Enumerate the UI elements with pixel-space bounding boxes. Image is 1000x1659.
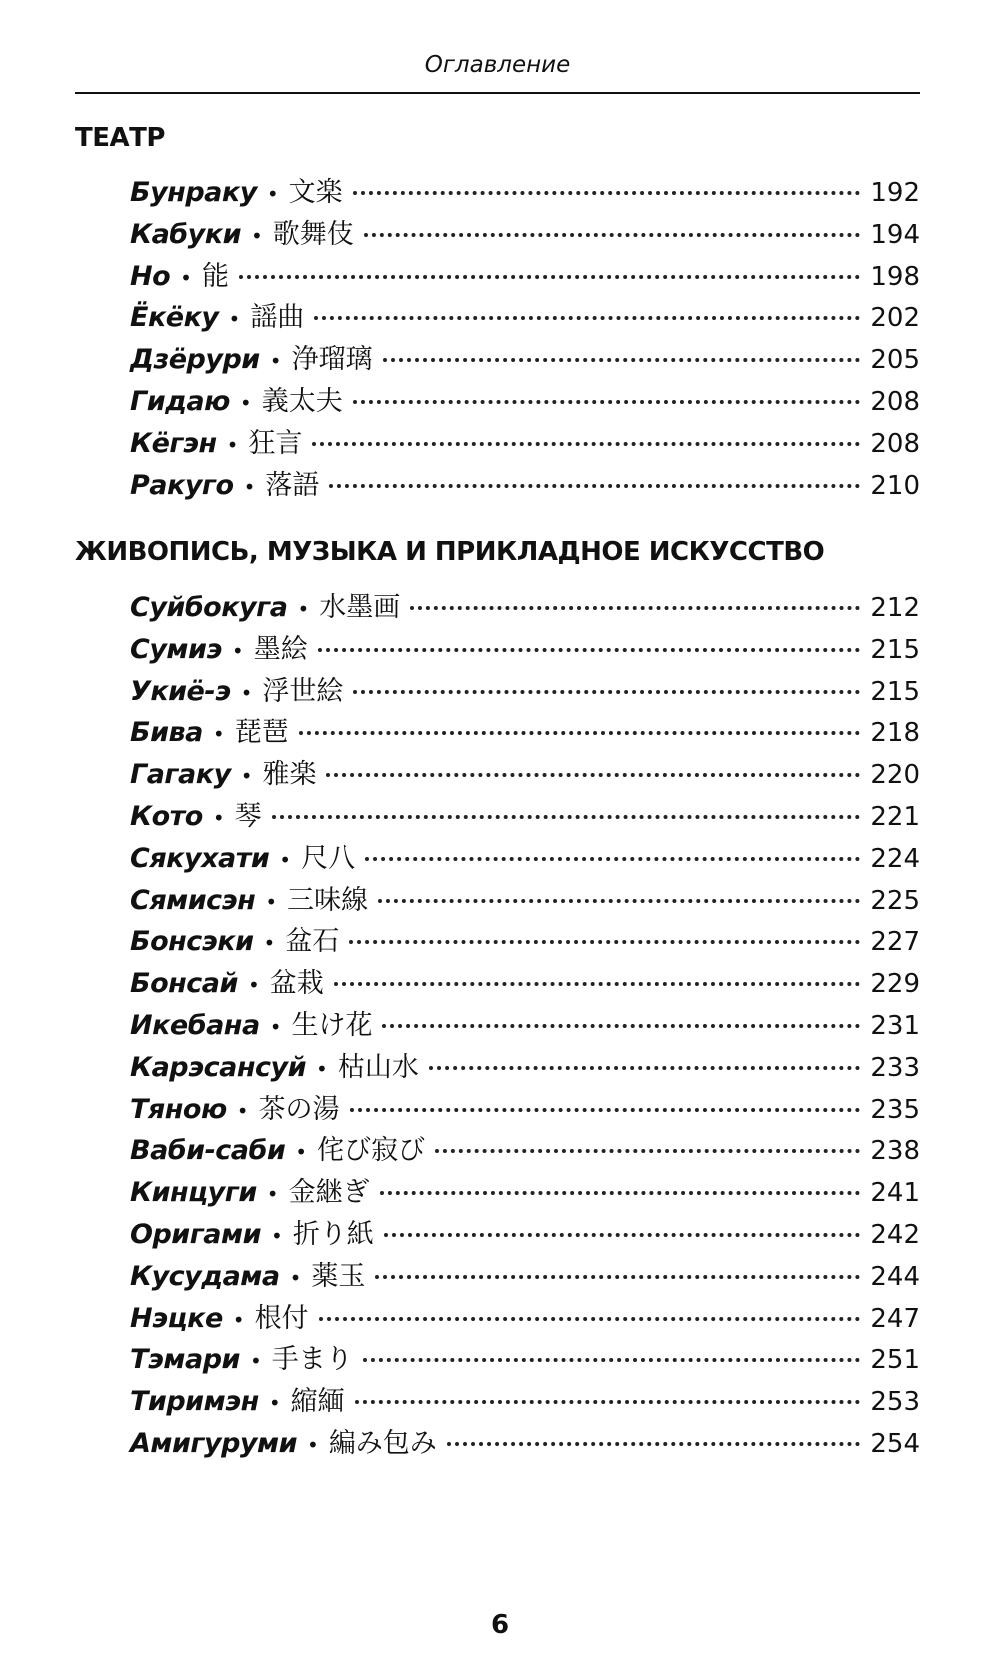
toc-entry-page: 225 [870, 885, 920, 916]
dot-leader [364, 233, 861, 237]
bullet-separator: • [316, 1056, 328, 1081]
toc-entry-kanji: 薬玉 [311, 1260, 366, 1292]
toc-entry-kanji: 浄瑠璃 [291, 344, 373, 376]
toc-entry [130, 585, 920, 627]
bullet-separator: • [247, 973, 260, 998]
dot-leader [380, 1191, 861, 1195]
toc-entry [130, 878, 920, 920]
dot-leader [312, 442, 860, 446]
toc-entry-page: 198 [870, 261, 920, 292]
dot-leader [382, 1024, 860, 1028]
bullet-separator: • [297, 597, 310, 621]
toc-entry [130, 1045, 920, 1087]
toc-entry [130, 961, 920, 1003]
toc-entry [130, 836, 920, 878]
toc-entry-title: Бива [130, 717, 203, 749]
toc-entry-page: 215 [870, 676, 920, 707]
toc-entry-kanji: 金継ぎ [288, 1177, 370, 1209]
toc-entry-title: Суйбокуга [130, 592, 288, 623]
toc-entry-kanji: 落語 [265, 469, 320, 501]
header-rule [75, 92, 920, 94]
toc-entry-page: 231 [870, 1010, 920, 1041]
dot-leader [329, 484, 860, 488]
toc-entry-kanji: 三味線 [287, 884, 369, 916]
toc-entry [130, 710, 920, 752]
toc-entry [130, 1379, 920, 1421]
toc-entry-page: 253 [870, 1387, 920, 1418]
dot-leader [383, 358, 861, 362]
toc-entry-page: 218 [870, 718, 920, 749]
toc-entry-kanji: 墨絵 [253, 633, 308, 665]
bullet-separator: • [236, 1098, 249, 1123]
toc-entry-title: Нэцке [130, 1302, 223, 1334]
toc-entry [130, 1296, 920, 1338]
toc-entry-kanji: 編み包み [328, 1427, 437, 1459]
toc-entry-page: 229 [870, 969, 920, 1000]
toc-entry-kanji: 盆栽 [269, 968, 324, 1000]
toc-entry-kanji: 謡曲 [250, 302, 305, 334]
bullet-separator: • [231, 638, 244, 663]
toc-entry-title: Кото [130, 800, 203, 832]
toc-entry-page: 238 [870, 1136, 920, 1167]
dot-leader [239, 275, 860, 279]
toc-entry-kanji: 手まり [271, 1344, 353, 1376]
bullet-separator: • [269, 1014, 282, 1039]
toc-entry-title: Дзёрури [130, 344, 260, 376]
toc-entry-kanji: 枯山水 [337, 1051, 419, 1083]
toc-entry-title: Но [130, 260, 171, 292]
toc-entry-page: 227 [870, 927, 920, 958]
toc-entry [130, 1128, 920, 1170]
dot-leader [319, 1317, 861, 1321]
dot-leader [363, 1358, 861, 1362]
section-title-arts: ЖИВОПИСЬ, МУЗЫКА И ПРИКЛАДНОЕ ИСКУССТВО [75, 537, 825, 567]
running-title: Оглавление [424, 52, 571, 78]
toc-entry [130, 1003, 920, 1045]
toc-entry-page: 247 [870, 1303, 920, 1334]
toc-entry [130, 463, 920, 505]
toc-entry [130, 212, 920, 254]
toc-entry [130, 627, 920, 669]
toc-entry-title: Кинцуги [130, 1177, 257, 1209]
toc-entry-page: 215 [870, 634, 920, 665]
toc-entry-kanji: 能 [201, 260, 229, 292]
toc-entry-title: Сямисэн [130, 884, 256, 916]
toc-entry-page: 208 [870, 386, 920, 417]
toc-entry-kanji: 侘び寂び [317, 1135, 426, 1167]
dot-leader [350, 1108, 861, 1112]
toc-entry-page: 235 [870, 1094, 920, 1125]
toc-entry-title: Тяною [130, 1093, 227, 1125]
dot-leader [429, 1066, 861, 1070]
toc-entry-title: Сякухати [130, 842, 270, 874]
dot-leader [353, 690, 860, 694]
toc-entry-kanji: 歌舞伎 [272, 218, 354, 250]
bullet-separator: • [263, 931, 276, 956]
dot-leader [355, 1400, 861, 1404]
toc-entry [130, 337, 920, 379]
toc-entry [130, 919, 920, 961]
dot-leader [314, 316, 860, 320]
toc-entry-page: 208 [870, 428, 920, 459]
toc-entry-page: 251 [870, 1345, 920, 1376]
bullet-separator: • [307, 1432, 319, 1457]
toc-entry-kanji: 水墨画 [319, 592, 401, 623]
toc-entry-kanji: 雅楽 [262, 759, 317, 791]
toc-entry-page: 221 [870, 801, 920, 832]
toc-entry-page: 212 [870, 593, 920, 623]
bullet-separator: • [212, 805, 225, 830]
dot-leader [318, 648, 861, 652]
bullet-separator: • [240, 764, 253, 789]
toc-entry [130, 1337, 920, 1379]
dot-leader [435, 1149, 860, 1153]
bullet-separator: • [266, 182, 279, 206]
bullet-separator: • [240, 680, 253, 705]
dot-leader [384, 1233, 861, 1237]
bullet-separator: • [249, 1349, 262, 1374]
dot-leader [272, 815, 861, 819]
toc-entry-page: 241 [870, 1178, 920, 1209]
bullet-separator: • [265, 889, 278, 914]
dot-leader [378, 899, 860, 903]
bullet-separator: • [269, 349, 282, 374]
toc-entry-title: Кусудама [130, 1260, 280, 1292]
bullet-separator: • [279, 847, 292, 872]
toc-entry-page: 220 [870, 760, 920, 791]
dot-leader [410, 606, 860, 610]
toc-entry-page: 210 [870, 470, 920, 501]
toc-entry-kanji: 琵琶 [234, 717, 289, 749]
toc-entry [130, 669, 920, 711]
toc-entry-page: 233 [870, 1052, 920, 1083]
toc-entry [130, 254, 920, 296]
toc-entry-title: Гагаку [130, 759, 231, 791]
section-title-theatre: ТЕАТР [75, 123, 165, 153]
toc-entry [130, 1170, 920, 1212]
toc-entry-title: Тиримэн [130, 1386, 259, 1418]
toc-entry-page: 224 [870, 843, 920, 874]
toc-entry-page: 244 [870, 1261, 920, 1292]
dot-leader [326, 773, 860, 777]
toc-entry-page: 202 [870, 303, 920, 334]
toc-entry-kanji: 生け花 [291, 1009, 373, 1041]
toc-entry [130, 379, 920, 421]
toc-entry-title: Ёкёку [130, 302, 219, 334]
bullet-separator: • [266, 1182, 279, 1207]
toc-entry-kanji: 文楽 [288, 177, 343, 208]
bullet-separator: • [243, 474, 256, 499]
toc-entry-title: Ракуго [130, 469, 234, 501]
page-number: 6 [490, 1610, 510, 1640]
toc-entry-title: Тэмари [130, 1344, 240, 1376]
toc-entry-title: Карэсансуй [130, 1051, 307, 1083]
dot-leader [299, 731, 861, 735]
dot-leader [334, 982, 861, 986]
toc-entry-title: Укиё-э [130, 675, 231, 707]
toc-entry [130, 170, 920, 212]
toc-entry-page: 194 [870, 219, 920, 250]
toc-entry [130, 421, 920, 463]
toc-entry [130, 794, 920, 836]
toc-entry-kanji: 根付 [254, 1302, 309, 1334]
toc-entry-kanji: 盆石 [285, 926, 340, 958]
toc-entry-kanji: 尺八 [301, 842, 356, 874]
toc-list-theatre [130, 170, 920, 504]
toc-entry-title: Ваби-саби [130, 1135, 286, 1167]
toc-entry-title: Кабуки [130, 218, 241, 250]
bullet-separator: • [239, 390, 252, 415]
toc-entry-page: 242 [870, 1219, 920, 1250]
toc-entry-kanji: 茶の湯 [258, 1093, 340, 1125]
toc-entry-page: 254 [870, 1428, 920, 1459]
bullet-separator: • [226, 432, 239, 457]
dot-leader [447, 1442, 861, 1446]
bullet-separator: • [232, 1307, 245, 1332]
toc-entry-title: Икебана [130, 1009, 260, 1041]
bullet-separator: • [271, 1223, 283, 1248]
toc-entry-kanji: 浮世絵 [262, 675, 344, 707]
toc-entry [130, 752, 920, 794]
toc-entry-kanji: 義太夫 [261, 385, 343, 417]
dot-leader [353, 191, 861, 195]
bullet-separator: • [251, 223, 263, 248]
toc-entry-page: 192 [870, 178, 920, 208]
toc-entry [130, 1212, 920, 1254]
dot-leader [365, 857, 860, 861]
toc-entry-kanji: 琴 [234, 800, 262, 832]
toc-entry-title: Бонсэки [130, 926, 254, 958]
toc-entry [130, 1421, 920, 1463]
bullet-separator: • [289, 1265, 302, 1290]
bullet-separator: • [228, 307, 241, 332]
toc-entry-title: Кёгэн [130, 427, 217, 459]
toc-entry-title: Бунраку [130, 177, 257, 208]
toc-entry [130, 1254, 920, 1296]
bullet-separator: • [295, 1140, 308, 1165]
toc-entry-page: 205 [870, 345, 920, 376]
dot-leader [375, 1275, 860, 1279]
toc-entry-title: Бонсай [130, 968, 238, 1000]
toc-entry-kanji: 縮緬 [290, 1386, 345, 1418]
toc-entry-title: Гидаю [130, 385, 230, 417]
toc-entry-kanji: 狂言 [248, 427, 303, 459]
toc-list-arts [130, 585, 920, 1463]
toc-entry-title: Оригами [130, 1218, 262, 1250]
dot-leader [353, 400, 861, 404]
toc-entry-title: Амигуруми [130, 1427, 298, 1459]
bullet-separator: • [180, 265, 192, 290]
bullet-separator: • [212, 722, 225, 747]
bullet-separator: • [268, 1391, 281, 1416]
toc-entry-kanji: 折り紙 [292, 1218, 374, 1250]
toc-entry [130, 295, 920, 337]
toc-entry-title: Сумиэ [130, 633, 222, 665]
toc-entry [130, 1087, 920, 1129]
dot-leader [349, 940, 860, 944]
